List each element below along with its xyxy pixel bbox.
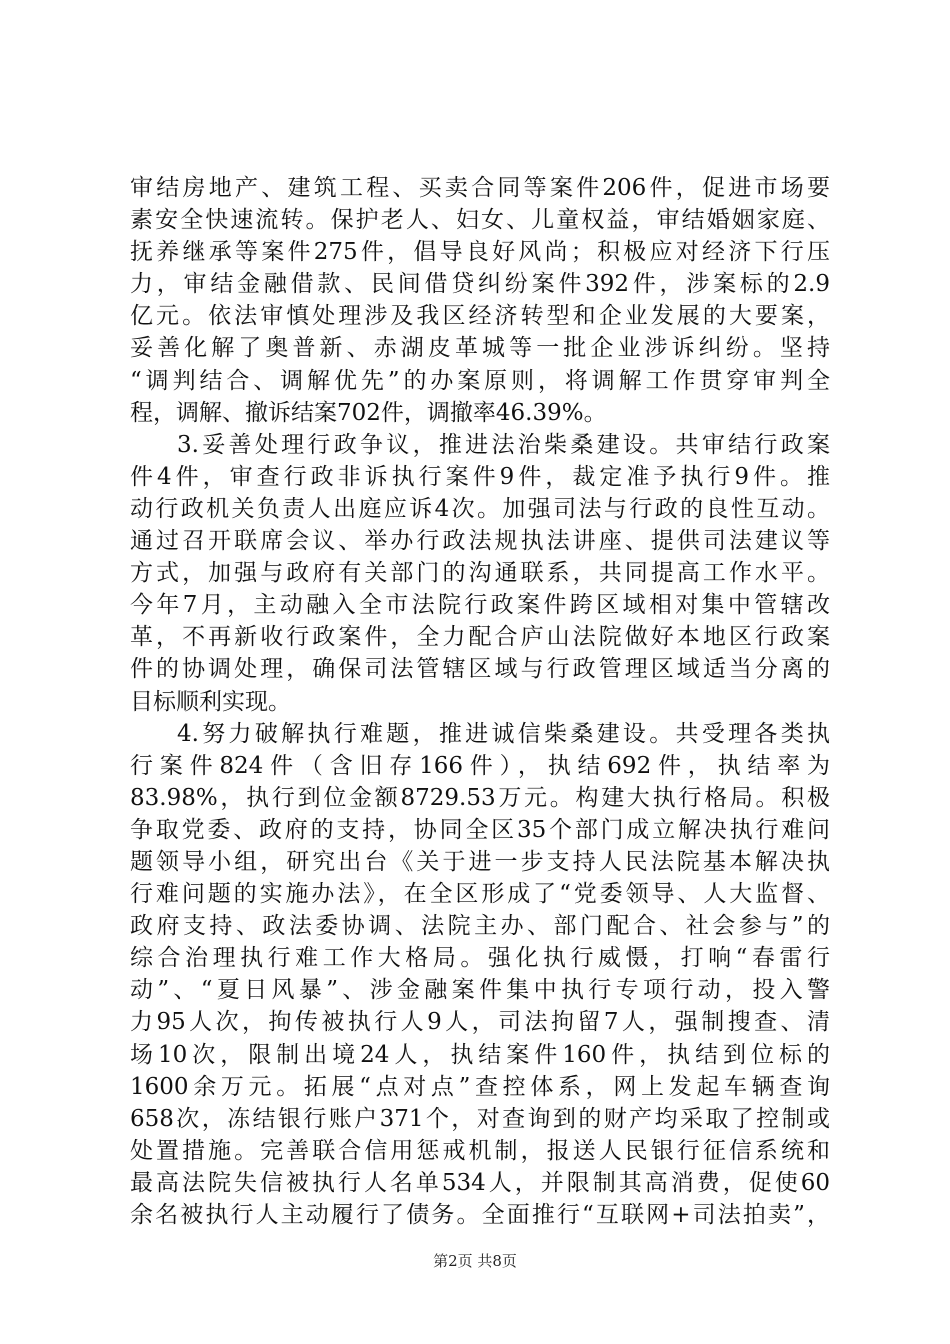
text-line: 动行政机关负责人出庭应诉4次。加强司法与行政的良性互动。 [130, 495, 830, 522]
text-line: 通过召开联席会议、举办行政法规执法讲座、提供司法建议等 [130, 528, 830, 555]
text-line: 1600余万元。拓展“点对点”查控体系，网上发起车辆查询 [130, 1073, 830, 1100]
text-line: 处置措施。完善联合信用惩戒机制，报送人民银行征信系统和 [130, 1137, 830, 1164]
text-line: 场10次，限制出境24人，执结案件160件，执结到位标的 [130, 1041, 830, 1068]
text-line: 件的协调处理，确保司法管辖区域与行政管理区域适当分离的 [130, 656, 830, 683]
text-line: 亿元。依法审慎处理涉及我区经济转型和企业发展的大要案， [130, 303, 830, 330]
body-text [130, 172, 830, 1231]
text-line: 今年7月，主动融入全市法院行政案件跨区域相对集中管辖改 [130, 592, 830, 619]
text-line: 综合治理执行难工作大格局。强化执行威慑，打响“春雷行 [130, 945, 830, 972]
text-line: 行案件824件（含旧存166件），执结692件，执结率为 [130, 752, 830, 779]
text-line: 革，不再新收行政案件，全力配合庐山法院做好本地区行政案 [130, 624, 830, 651]
text-line: 件4件，审查行政非诉执行案件9件，裁定准予执行9件。推 [130, 463, 830, 490]
text-line: 方式，加强与政府有关部门的沟通联系，共同提高工作水平。 [130, 560, 830, 587]
text-line: 658次，冻结银行账户371个，对查询到的财产均采取了控制或 [130, 1105, 830, 1132]
text-line: 素安全快速流转。保护老人、妇女、儿童权益，审结婚姻家庭、 [130, 207, 830, 234]
text-line: 83.98%，执行到位金额8729.53万元。构建大执行格局。积极 [130, 784, 830, 811]
text-line: 余名被执行人主动履行了债务。全面推行“互联网+司法拍卖”， [130, 1202, 830, 1228]
text-line: 政府支持、政法委协调、法院主办、部门配合、社会参与”的 [130, 913, 830, 940]
text-line: 争取党委、政府的支持，协同全区35个部门成立解决执行难问 [130, 816, 830, 843]
text-line: 妥善化解了奥普新、赤湖皮革城等一批企业涉诉纠纷。坚持 [130, 335, 830, 362]
page-footer [0, 1250, 950, 1271]
text-line: 题领导小组，研究出台《关于进一步支持人民法院基本解决执 [130, 848, 830, 875]
text-line: 审结房地产、建筑工程、买卖合同等案件206件，促进市场要 [130, 175, 830, 201]
text-line: 程，调解、撤诉结案702件，调撤率46.39%。 [130, 399, 607, 426]
text-line: 力，审结金融借款、民间借贷纠纷案件392件，涉案标的2.9 [130, 271, 830, 298]
text-line: 行难问题的实施办法》，在全区形成了“党委领导、人大监督、 [130, 881, 830, 908]
section-3-heading-line: 3.妥善处理行政争议，推进法治柴桑建设。共审结行政案 [177, 431, 830, 458]
section-4-heading-line: 4.努力破解执行难题，推进诚信柴桑建设。共受理各类执 [177, 720, 830, 747]
text-line: 力95人次，拘传被执行人9人，司法拘留7人，强制搜查、清 [130, 1009, 830, 1036]
text-line: “调判结合、调解优先”的办案原则，将调解工作贯穿审判全 [130, 367, 830, 394]
text-line: 抚养继承等案件275件，倡导良好风尚；积极应对经济下行压 [130, 239, 830, 266]
text-line: 动”、“夏日风暴”、涉金融案件集中执行专项行动，投入警 [130, 977, 830, 1004]
text-line: 目标顺利实现。 [130, 688, 291, 715]
text-line: 最高法院失信被执行人名单534人，并限制其高消费，促使60 [130, 1169, 830, 1196]
page-indicator: 第2页 共8页 [433, 1252, 517, 1270]
